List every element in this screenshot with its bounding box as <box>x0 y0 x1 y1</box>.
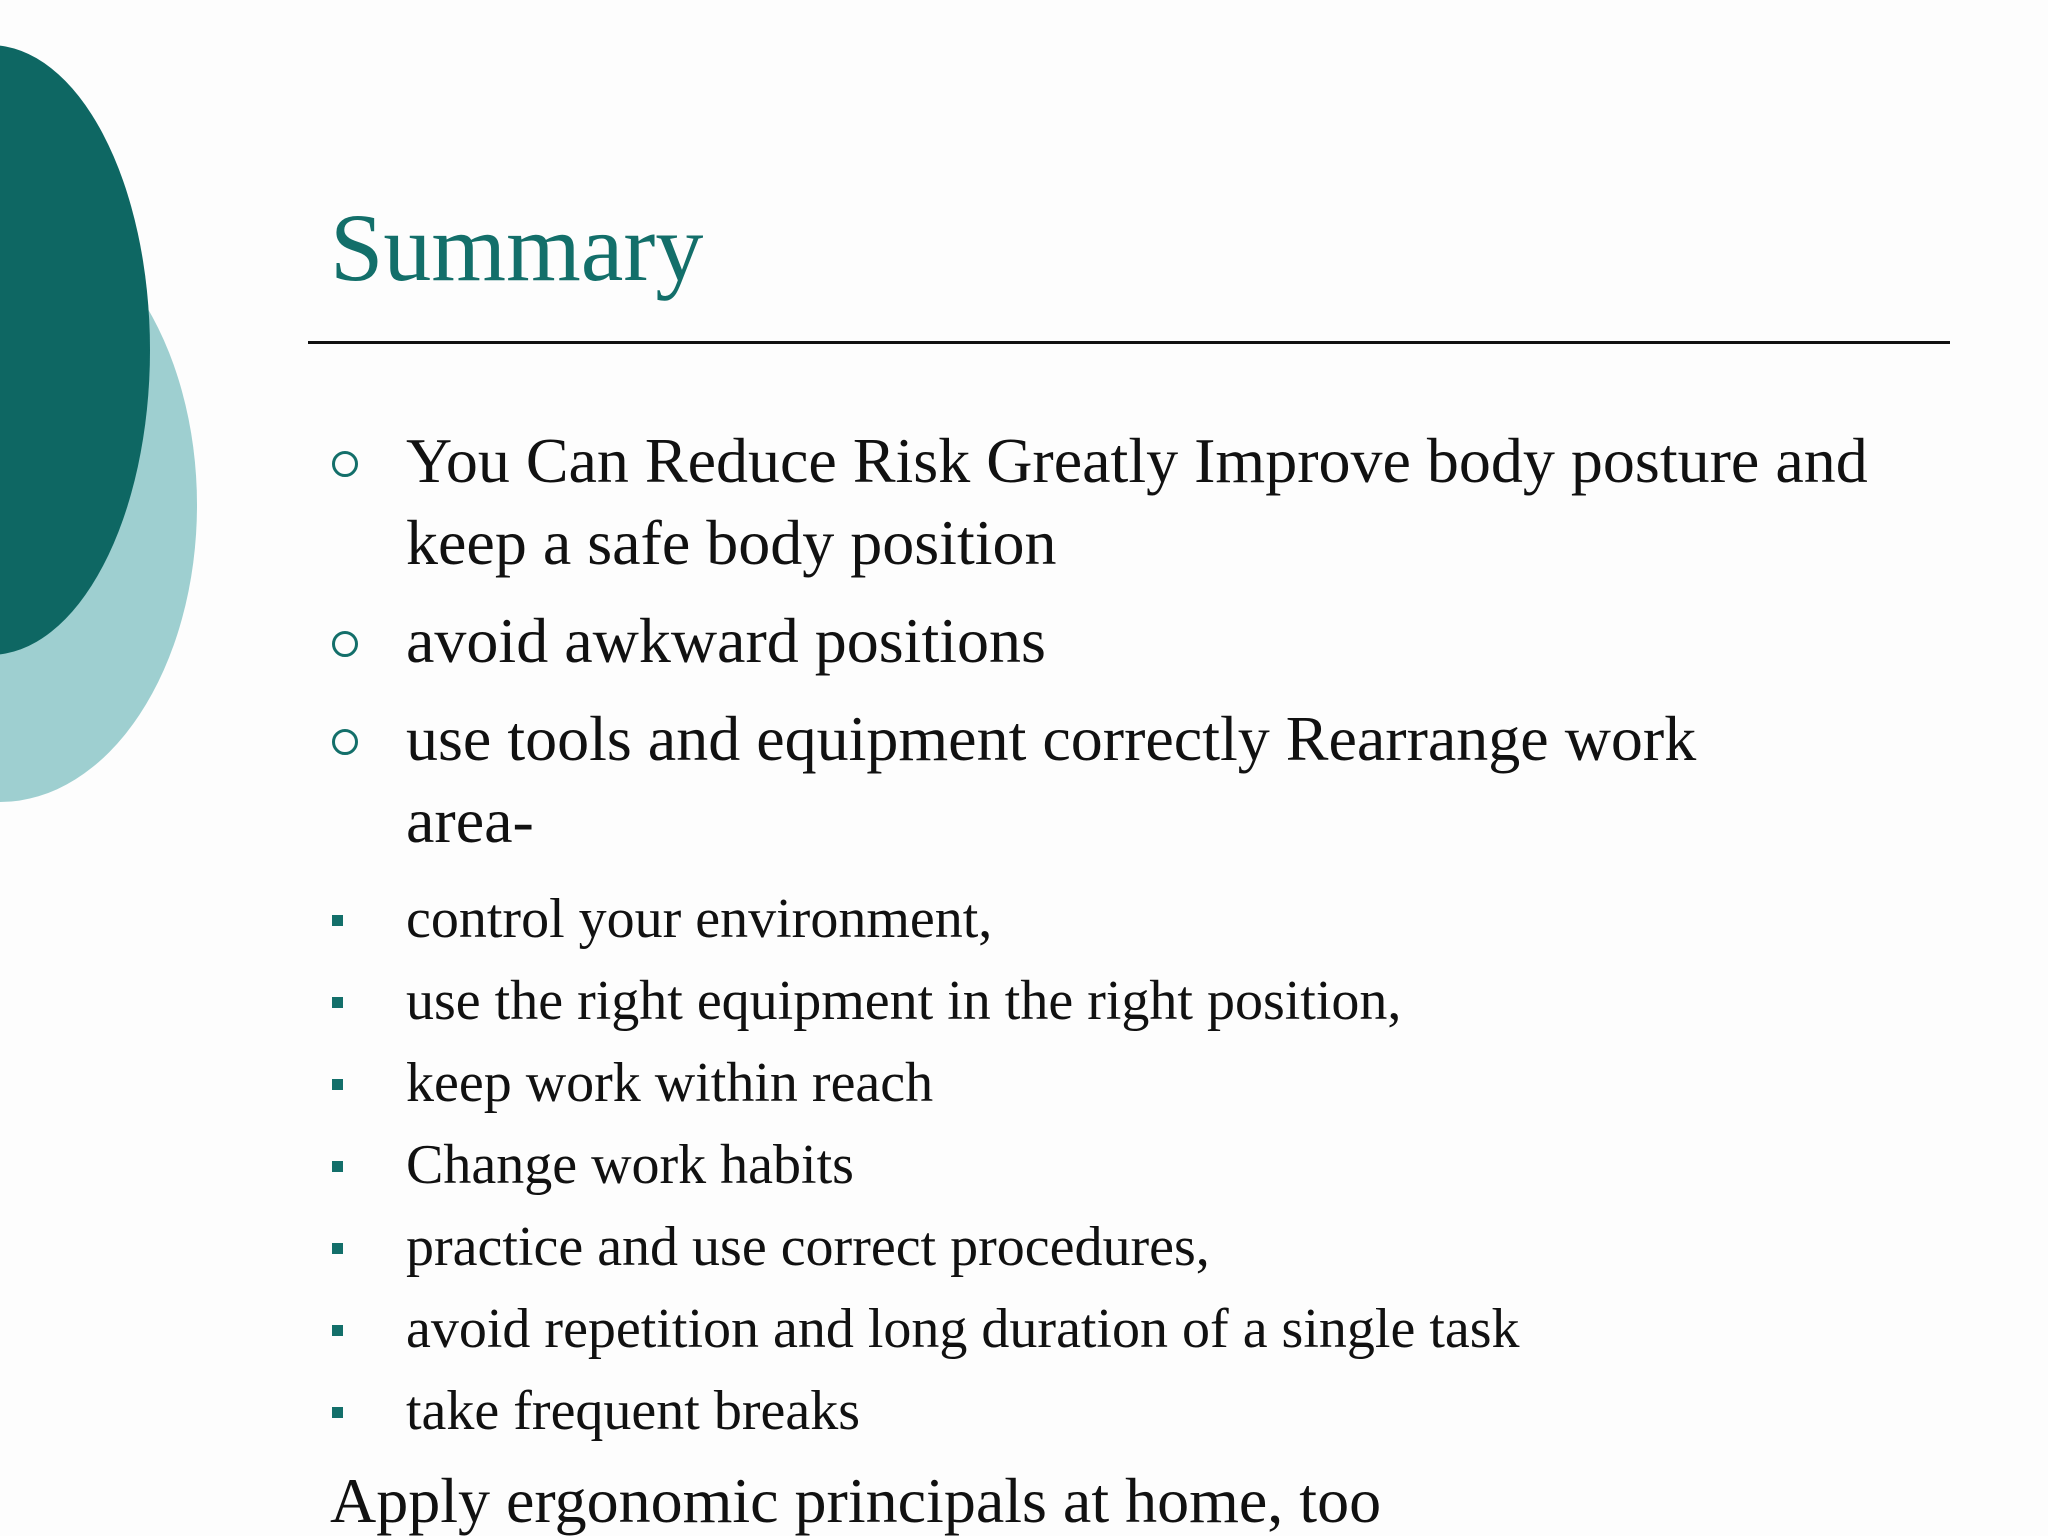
bullet-item <box>330 420 1950 584</box>
square-bullet-icon <box>332 1079 343 1090</box>
square-bullet-icon <box>332 1325 343 1336</box>
title-divider <box>308 341 1950 344</box>
sub-bullet-text: use the right equipment in the right position, <box>406 970 1402 1032</box>
sub-bullet-item <box>330 1206 1950 1288</box>
square-bullet-icon <box>332 1161 343 1172</box>
square-bullet-icon <box>332 1407 343 1418</box>
hollow-circle-bullet-icon <box>332 631 358 657</box>
sub-bullet-text: avoid repetition and long duration of a single task <box>406 1298 1520 1360</box>
decorative-circles <box>0 0 260 820</box>
bullet-text: use tools and equipment correctly Rearrange work area- <box>406 703 1697 856</box>
closing-text: Apply ergonomic principals at home, too <box>330 1465 1382 1536</box>
hollow-circle-bullet-icon <box>332 729 358 755</box>
square-bullet-icon <box>332 997 343 1008</box>
sub-bullet-text: take frequent breaks <box>406 1380 860 1442</box>
sub-bullet-item <box>330 1124 1950 1206</box>
sub-bullet-text: keep work within reach <box>406 1052 934 1114</box>
bullet-text: You Can Reduce Risk Greatly Improve body posture and keep a safe body position <box>406 425 1868 578</box>
sub-bullet-item <box>330 960 1950 1042</box>
sub-bullet-item <box>330 878 1950 960</box>
square-bullet-icon <box>332 915 343 926</box>
sub-bullet-item <box>330 1288 1950 1370</box>
sub-bullet-text: Change work habits <box>406 1134 854 1196</box>
bullet-item <box>330 600 1950 682</box>
square-bullet-icon <box>332 1243 343 1254</box>
sub-bullet-item <box>330 1042 1950 1124</box>
sub-bullet-text: control your environment, <box>406 888 993 950</box>
bullet-item <box>330 698 1950 862</box>
bullet-text: avoid awkward positions <box>406 605 1046 676</box>
slide-title: Summary <box>330 194 704 301</box>
hollow-circle-bullet-icon <box>332 451 358 477</box>
bullet-list <box>330 420 1950 1452</box>
sub-bullet-text: practice and use correct procedures, <box>406 1216 1210 1278</box>
sub-bullet-item <box>330 1370 1950 1452</box>
